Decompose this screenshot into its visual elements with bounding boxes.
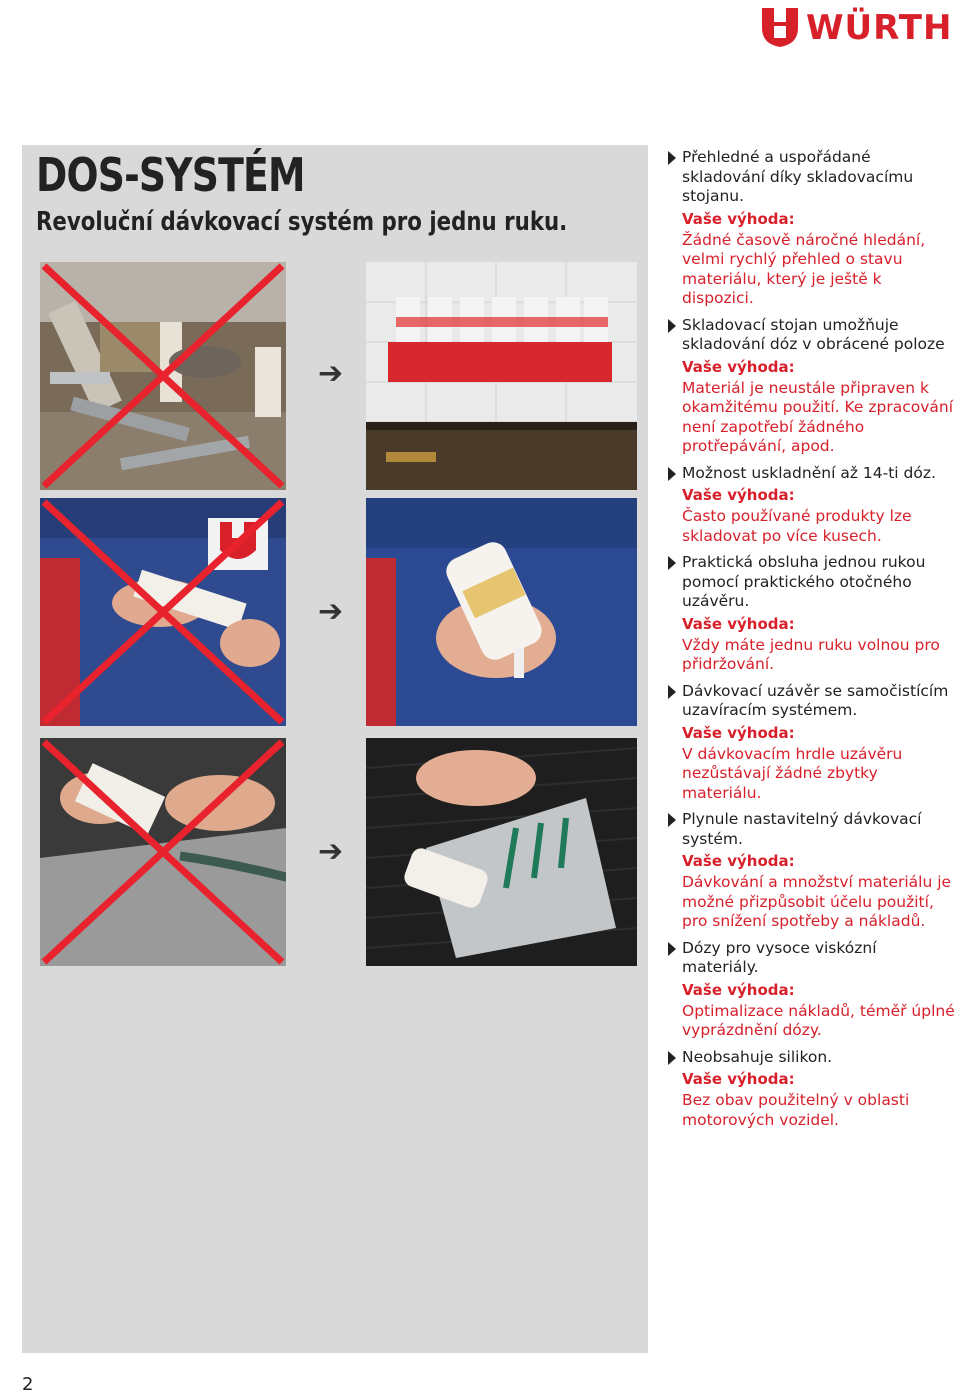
feature-item bbox=[668, 682, 958, 804]
feature-item bbox=[668, 553, 958, 675]
arrow-right-icon: ➔ bbox=[318, 594, 344, 629]
advantage-label: Vaše výhoda: bbox=[682, 486, 795, 504]
feature-item bbox=[668, 810, 958, 932]
bullet-triangle-icon bbox=[668, 319, 676, 333]
feature-text: Dávkovací uzávěr se samočistícím uzavíracím systémem. bbox=[682, 681, 949, 719]
feature-text: Plynule nastavitelný dávkovací systém. bbox=[682, 810, 922, 848]
feature-item bbox=[668, 464, 958, 547]
page-subtitle: Revoluční dávkovací systém pro jednu ruku. bbox=[36, 207, 568, 237]
advantage-label: Vaše výhoda: bbox=[682, 209, 795, 228]
precise-application-photo bbox=[366, 738, 637, 966]
advantage-text: Často používané produkty lze skladovat po více kusech. bbox=[682, 507, 912, 545]
advantage-label: Vaše výhoda: bbox=[682, 723, 795, 742]
feature-item bbox=[668, 939, 958, 1041]
feature-item bbox=[668, 1048, 958, 1131]
wurth-logo-mark-icon bbox=[760, 6, 800, 48]
one-hand-dispensing-photo bbox=[366, 498, 637, 726]
page-number: 2 bbox=[22, 1374, 34, 1395]
advantage-text: Vždy máte jednu ruku volnou pro přidržování. bbox=[682, 635, 940, 673]
bullet-triangle-icon bbox=[668, 556, 676, 570]
advantage-text: V dávkovacím hrdle uzávěru nezůstávají žádné zbytky materiálu. bbox=[682, 744, 903, 802]
bullet-triangle-icon bbox=[668, 685, 676, 699]
arrow-right-icon: ➔ bbox=[318, 356, 344, 391]
red-storage-rack-photo bbox=[366, 262, 637, 490]
messy-application-photo bbox=[40, 738, 286, 966]
feature-text: Přehledné a uspořádané skladování díky skladovacímu stojanu. bbox=[682, 148, 914, 205]
bullet-triangle-icon bbox=[668, 1051, 676, 1065]
advantage-label: Vaše výhoda: bbox=[682, 852, 795, 870]
bullet-triangle-icon bbox=[668, 467, 676, 481]
feature-text: Možnost uskladnění až 14-ti dóz. bbox=[682, 463, 936, 482]
bullet-triangle-icon bbox=[668, 151, 676, 165]
feature-text: Neobsahuje silikon. bbox=[682, 1047, 833, 1066]
feature-list bbox=[668, 148, 958, 1137]
two-hand-dispensing-photo bbox=[40, 498, 286, 726]
advantage-label: Vaše výhoda: bbox=[682, 614, 795, 633]
advantage-label: Vaše výhoda: bbox=[682, 1070, 795, 1088]
feature-text: Dózy pro vysoce viskózní materiály. bbox=[682, 938, 877, 976]
wurth-logo bbox=[760, 6, 958, 50]
arrow-right-icon: ➔ bbox=[318, 834, 344, 869]
advantage-label: Vaše výhoda: bbox=[682, 980, 795, 999]
bullet-triangle-icon bbox=[668, 942, 676, 956]
feature-text: Skladovací stojan umožňuje skladování dóz v obrácené poloze bbox=[682, 315, 945, 353]
cluttered-workbench-photo bbox=[40, 262, 286, 490]
feature-item bbox=[668, 148, 958, 309]
advantage-text: Bez obav použitelný v oblasti motorových vozidel. bbox=[682, 1091, 910, 1129]
page-title: DOS-SYSTÉM bbox=[36, 148, 305, 202]
advantage-text: Optimalizace nákladů, téměř úplné vyprázdnění dózy. bbox=[682, 1001, 955, 1039]
advantage-label: Vaše výhoda: bbox=[682, 357, 795, 376]
advantage-text: Materiál je neustále připraven k okamžitému použití. Ke zpracování není zapotřebí žádného protřepávání, apod. bbox=[682, 378, 954, 455]
advantage-text: Žádné časově náročné hledání, velmi rychlý přehled o stavu materiálu, který je ještě k dispozici. bbox=[682, 230, 926, 307]
advantage-text: Dávkování a množství materiálu je možné přizpůsobit účelu použití, pro snížení spotřeby a nákladů. bbox=[682, 873, 952, 930]
bullet-triangle-icon bbox=[668, 813, 676, 827]
feature-text: Praktická obsluha jednou rukou pomocí praktického otočného uzávěru. bbox=[682, 553, 926, 610]
logo-wordmark: WÜRTH bbox=[806, 8, 953, 48]
feature-item bbox=[668, 316, 958, 457]
